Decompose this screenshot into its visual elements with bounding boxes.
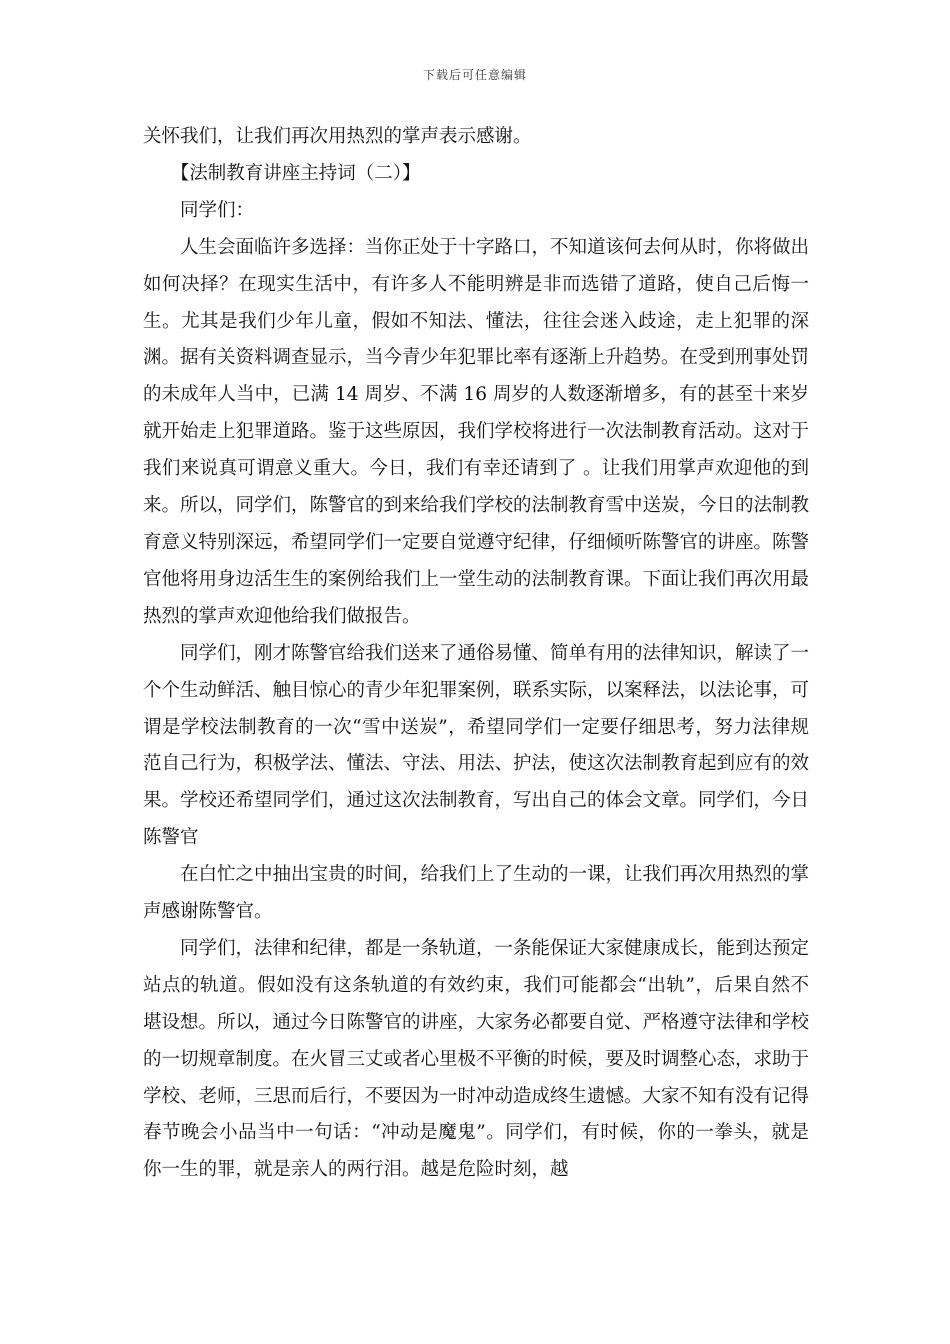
paragraph-greeting: 同学们：	[180, 199, 255, 221]
document-body	[143, 119, 809, 1189]
paragraph-law-discipline: 同学们，法律和纪律，都是一条轨道，一条能保证大家健康成长，能到达预定站点的轨道。假如没有这条轨道的有效约束，我们可能都会“出轨”，后果自然不堪设想。所以，通过今日陈警官的讲座，大家务必都要自觉、严格遵守法律和学校的一切规章制度。在火冒三丈或者心里极不平衡的时候，要及时调整心态，求助于学校、老师，三思而后行，不要因为一时冲动造成终生遗憾。大家不知有没有记得春节晚会小品当中一句话：“冲动是魔鬼”。同学们，有时候，你的一拳头，就是你一生的罪，就是亲人的两行泪。越是危险时刻，越	[143, 937, 810, 1181]
paragraph-closing-line: 关怀我们，让我们再次用热烈的掌声表示感谢。	[143, 126, 532, 147]
section-title: 【法制教育讲座主持词（二）】	[170, 162, 421, 184]
page-header: 下载后可任意编辑	[422, 68, 527, 82]
paragraph-summary: 同学们，刚才陈警官给我们送来了通俗易懂、简单有用的法律知识，解读了一个个生动鲜活、触目惊心的青少年犯罪案例，联系实际，以案释法，以法论事，可谓是学校法制教育的一次“雪中送炭”，希望同学们一定要仔细思考，努力法律规范自己行为，积极学法、懂法、守法、用法、护法，使这次法制教育起到应有的效果。学校还希望同学们，通过这次法制教育，写出自己的体会文章。同学们，今日陈警官	[143, 642, 810, 849]
paragraph-thanks: 在白忙之中抽出宝贵的时间，给我们上了生动的一课，让我们再次用热烈的掌声感谢陈警官。	[143, 864, 810, 923]
paragraph-intro: 人生会面临许多选择：当你正处于十字路口，不知道该何去何从时，你将做出如何决择？在现实生活中，有许多人不能明辨是非而选错了道路，使自己后悔一生。尤其是我们少年儿童，假如不知法、懂法，往往会迷入歧途，走上犯罪的深渊。据有关资料调查显示，当今青少年犯罪比率有逐渐上升趋势。在受到刑事处罚的未成年人当中，已满 14 周岁、不满 16 周岁的人数逐渐增多，有的甚至十来岁就开始走上犯罪道路。鉴于这些原因，我们学校将进行一次法制教育活动。这对于我们来说真可谓意义重大。今日，我们有幸还请到了 。让我们用掌声欢迎他的到来。所以，同学们，陈警官的到来给我们学校的法制教育雪中送炭，今日的法制教育意义特别深远，希望同学们一定要自觉遵守纪律，仔细倾听陈警官的讲座。陈警官他将用身边活生生的案例给我们上一堂生动的法制教育课。下面让我们再次用最热烈的掌声欢迎他给我们做报告。	[143, 236, 810, 627]
